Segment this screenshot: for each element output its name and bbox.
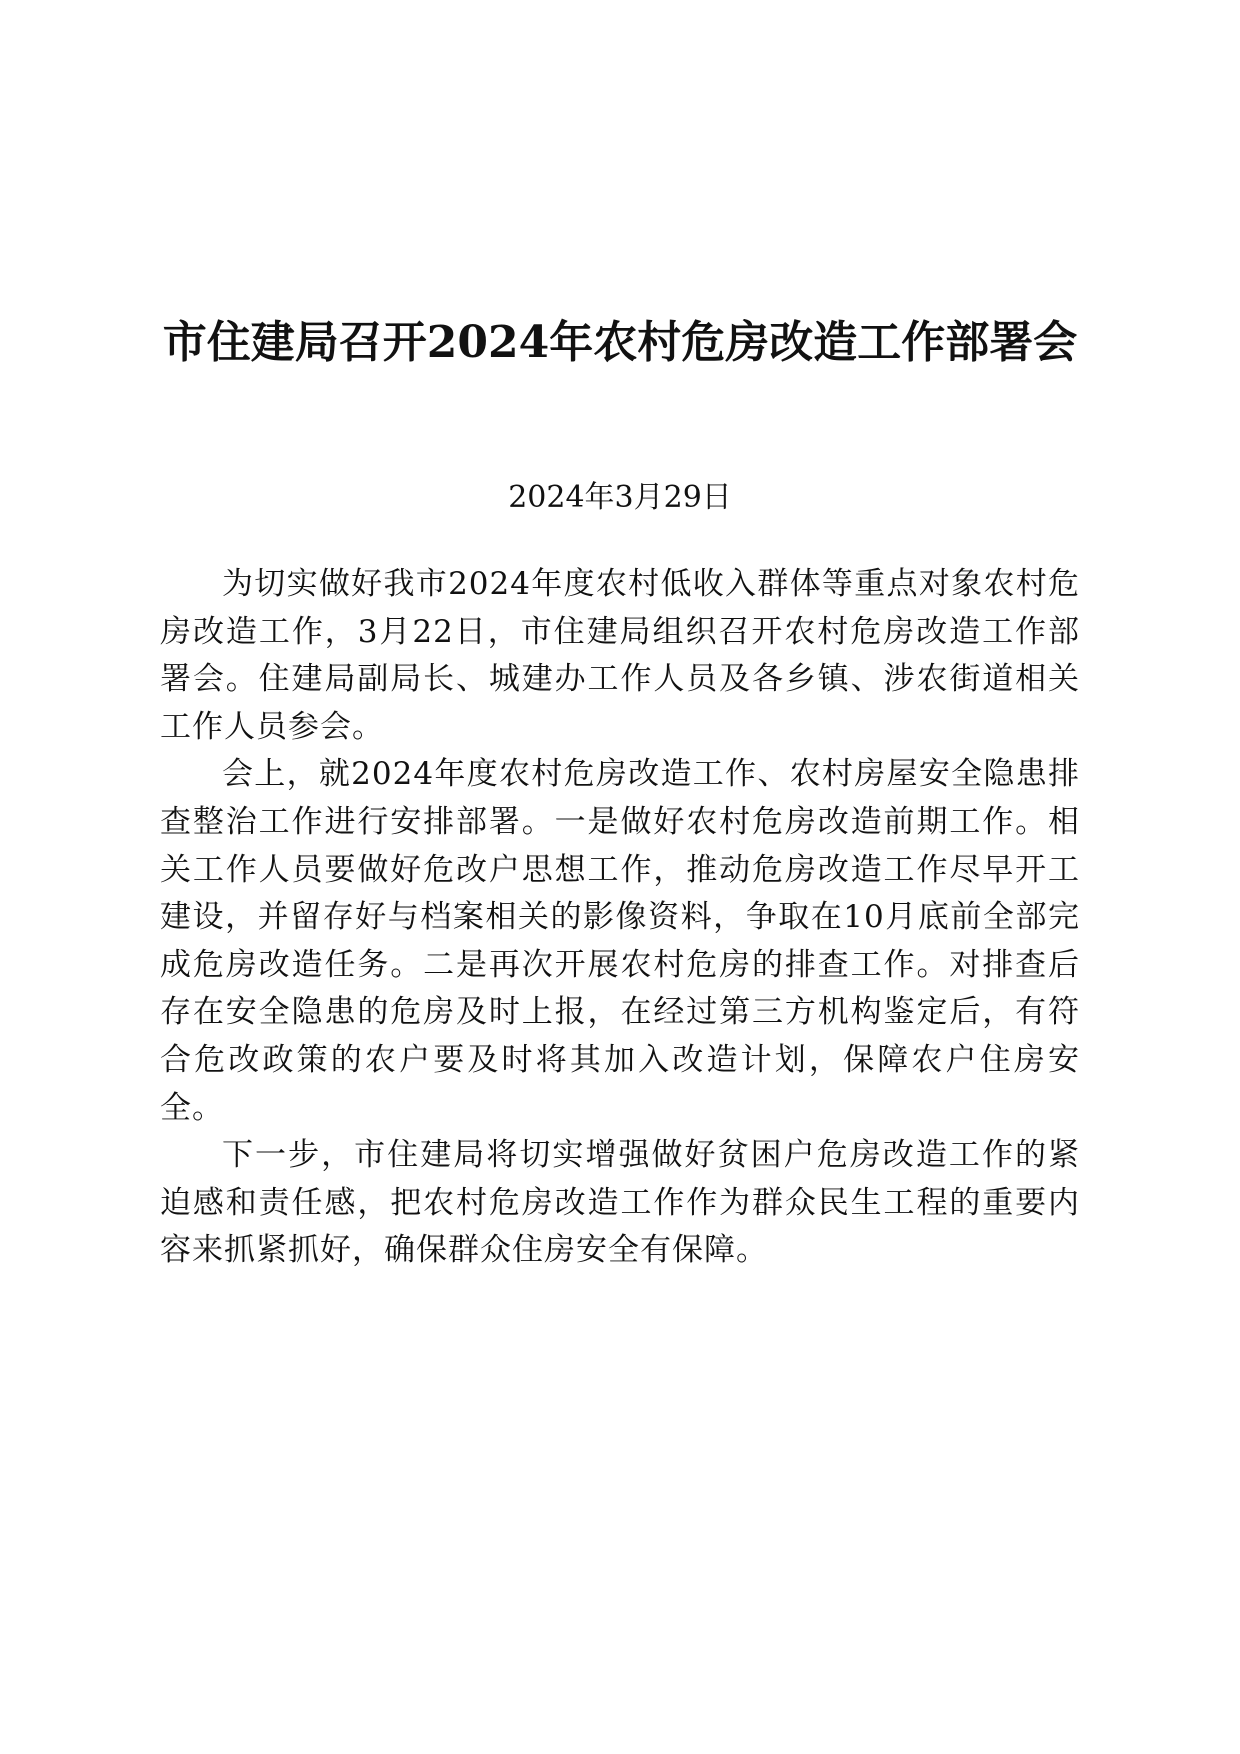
paragraph-3: 下一步，市住建局将切实增强做好贫困户危房改造工作的紧迫感和责任感，把农村危房改造工作作为群众民生工程的重要内容来抓紧抓好，确保群众住房安全有保障。 (160, 1137, 1080, 1269)
paragraph-2: 会上，就2024年度农村危房改造工作、农村房屋安全隐患排查整治工作进行安排部署。一是做好农村危房改造前期工作。相关工作人员要做好危改户思想工作，推动危房改造工作尽早开工建设，并留存好与档案相关的影像资料，争取在10月底前全部完成危房改造任务。二是再次开展农村危房的排查工作。对排查后存在安全隐患的危房及时上报，在经过第三方机构鉴定后，有符合危改政策的农户要及时将其加入改造计划，保障农户住房安全。 (160, 756, 1080, 1126)
document-date: 2024年3月29日 (508, 480, 732, 515)
document-title: 市住建局召开2024年农村危房改造工作部署会 (162, 317, 1078, 368)
document-body (160, 561, 1080, 1275)
paragraph-1: 为切实做好我市2024年度农村低收入群体等重点对象农村危房改造工作，3月22日，市住建局组织召开农村危房改造工作部署会。住建局副局长、城建办工作人员及各乡镇、涉农街道相关工作人员参会。 (160, 566, 1080, 745)
